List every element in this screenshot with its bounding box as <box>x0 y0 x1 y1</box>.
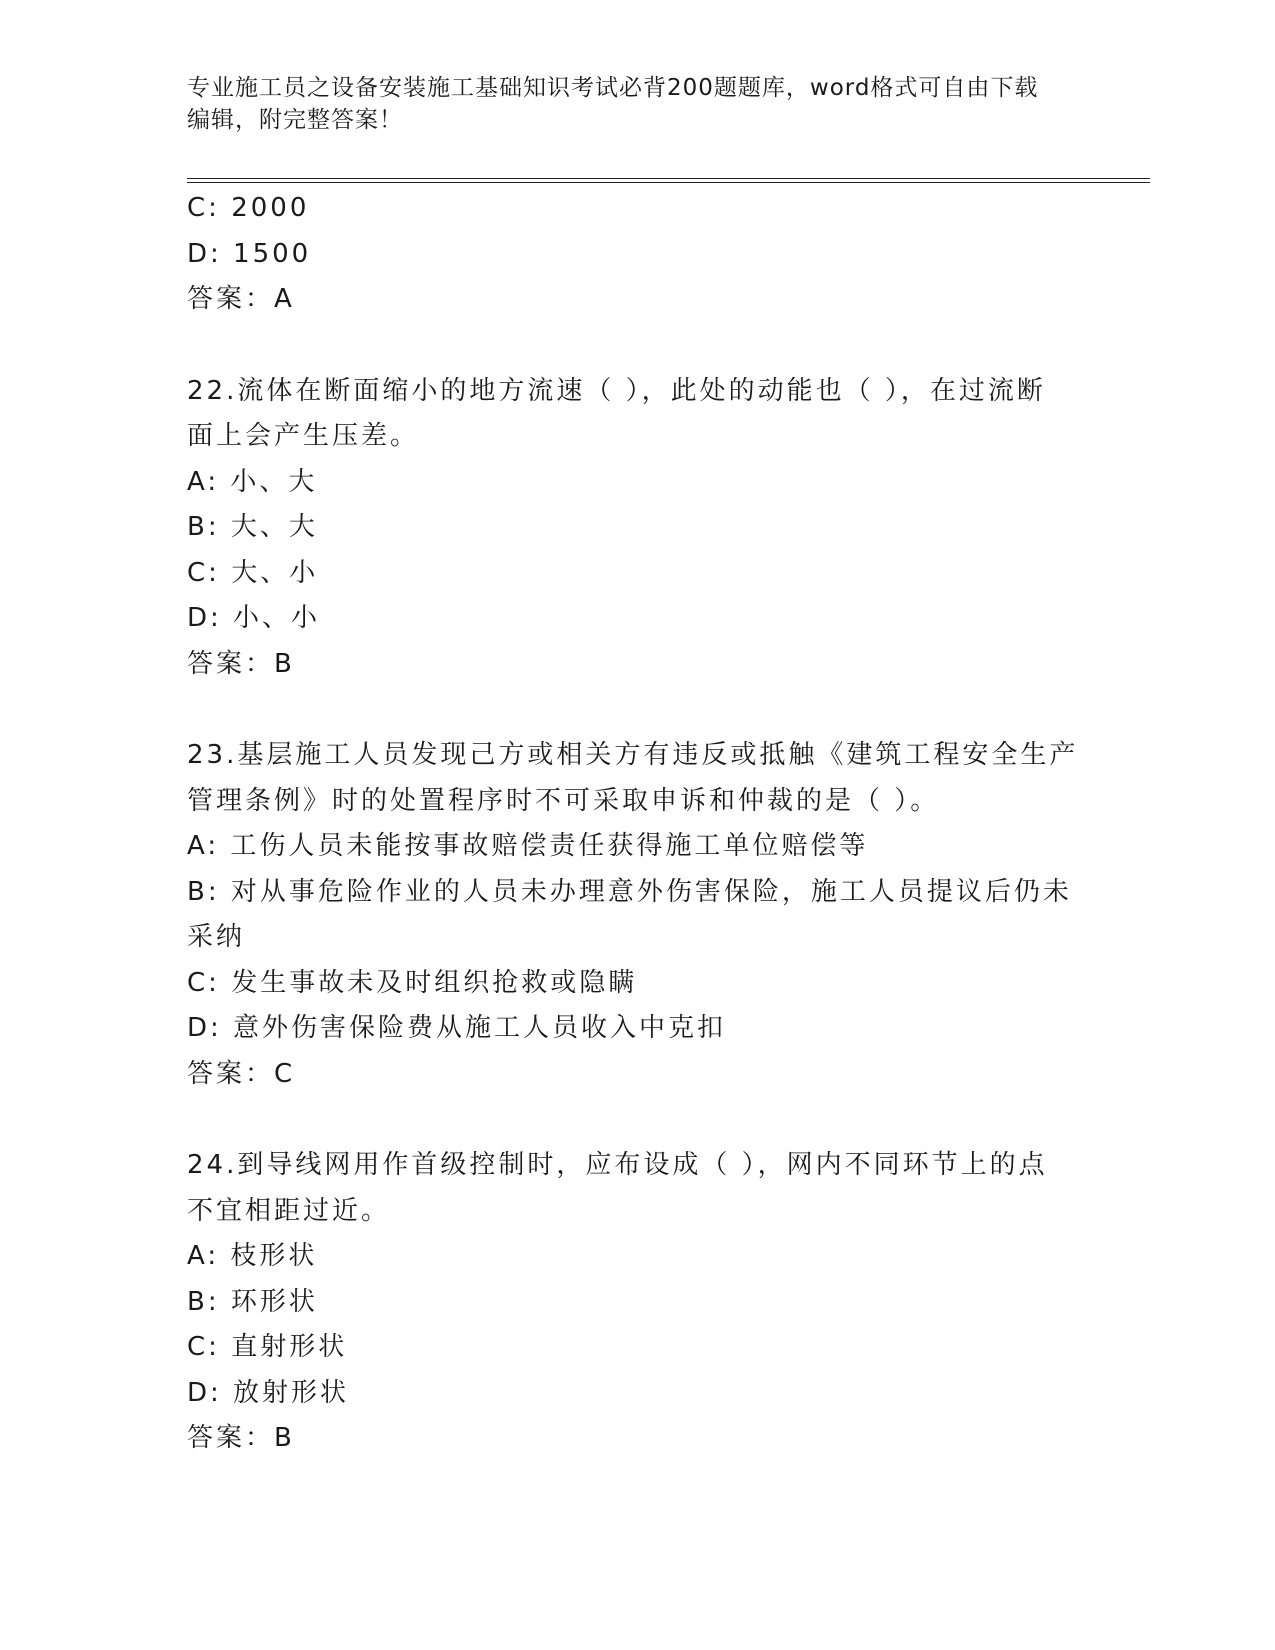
answer-value: C <box>274 1058 294 1089</box>
question-stem-cont: 面上会产生压差。 <box>187 421 420 451</box>
option-a: A: 小、大 <box>187 466 318 497</box>
answer-value: B <box>274 1423 293 1453</box>
answer-line: 答案：A <box>187 284 293 314</box>
option-c: C: 直射形状 <box>187 1332 348 1362</box>
question-stem: 23.基层施工人员发现己方或相关方有违反或抵触《建筑工程安全生产 <box>187 740 1079 770</box>
answer-line: 答案：B <box>187 1423 293 1453</box>
option-a: A: 枝形状 <box>187 1241 318 1271</box>
option-b: B: 对从事危险作业的人员未办理意外伤害保险，施工人员提议后仍未 <box>187 876 1072 907</box>
question-block-24 <box>187 1143 1087 1462</box>
question-stem: 22.流体在断面缩小的地方流速（ ），此处的动能也（ ），在过流断 <box>187 375 1046 406</box>
option-b-cont: 采纳 <box>187 922 246 952</box>
question-stem-cont: 不宜相距过近。 <box>187 1195 391 1226</box>
option-b: B: 大、大 <box>187 512 318 542</box>
option-c: C: 发生事故未及时组织抢救或隐瞒 <box>187 967 638 998</box>
question-block-23 <box>187 733 1087 1097</box>
answer-value: B <box>274 648 293 679</box>
question-stem: 24.到导线网用作首级控制时，应布设成（ ），网内不同环节上的点 <box>187 1150 1048 1180</box>
option-c: C: 2000 <box>187 193 310 223</box>
option-d: D: 放射形状 <box>187 1377 350 1408</box>
header-title-line-1: 专业施工员之设备安装施工基础知识考试必背200题题库，word格式可自由下载 <box>187 75 1039 101</box>
question-block-22 <box>187 369 1087 688</box>
answer-value: A <box>274 284 293 314</box>
option-a: A: 工伤人员未能按事故赔偿责任获得施工单位赔偿等 <box>187 831 869 861</box>
document-header <box>187 72 1087 136</box>
question-content <box>187 186 1087 1462</box>
question-stem-cont: 管理条例》时的处置程序时不可采取申诉和仲裁的是（ ）。 <box>187 785 940 816</box>
option-c: C: 大、小 <box>187 557 319 588</box>
option-b: B: 环形状 <box>187 1286 318 1317</box>
option-d: D: 意外伤害保险费从施工人员收入中克扣 <box>187 1013 727 1043</box>
header-title-line-2: 编辑，附完整答案！ <box>187 107 403 133</box>
option-d: D: 1500 <box>187 238 312 269</box>
answer-line: 答案：C <box>187 1058 294 1089</box>
question-block-21 <box>187 186 1087 323</box>
header-divider <box>187 178 1150 183</box>
answer-line: 答案：B <box>187 648 293 679</box>
option-d: D: 小、小 <box>187 603 321 633</box>
